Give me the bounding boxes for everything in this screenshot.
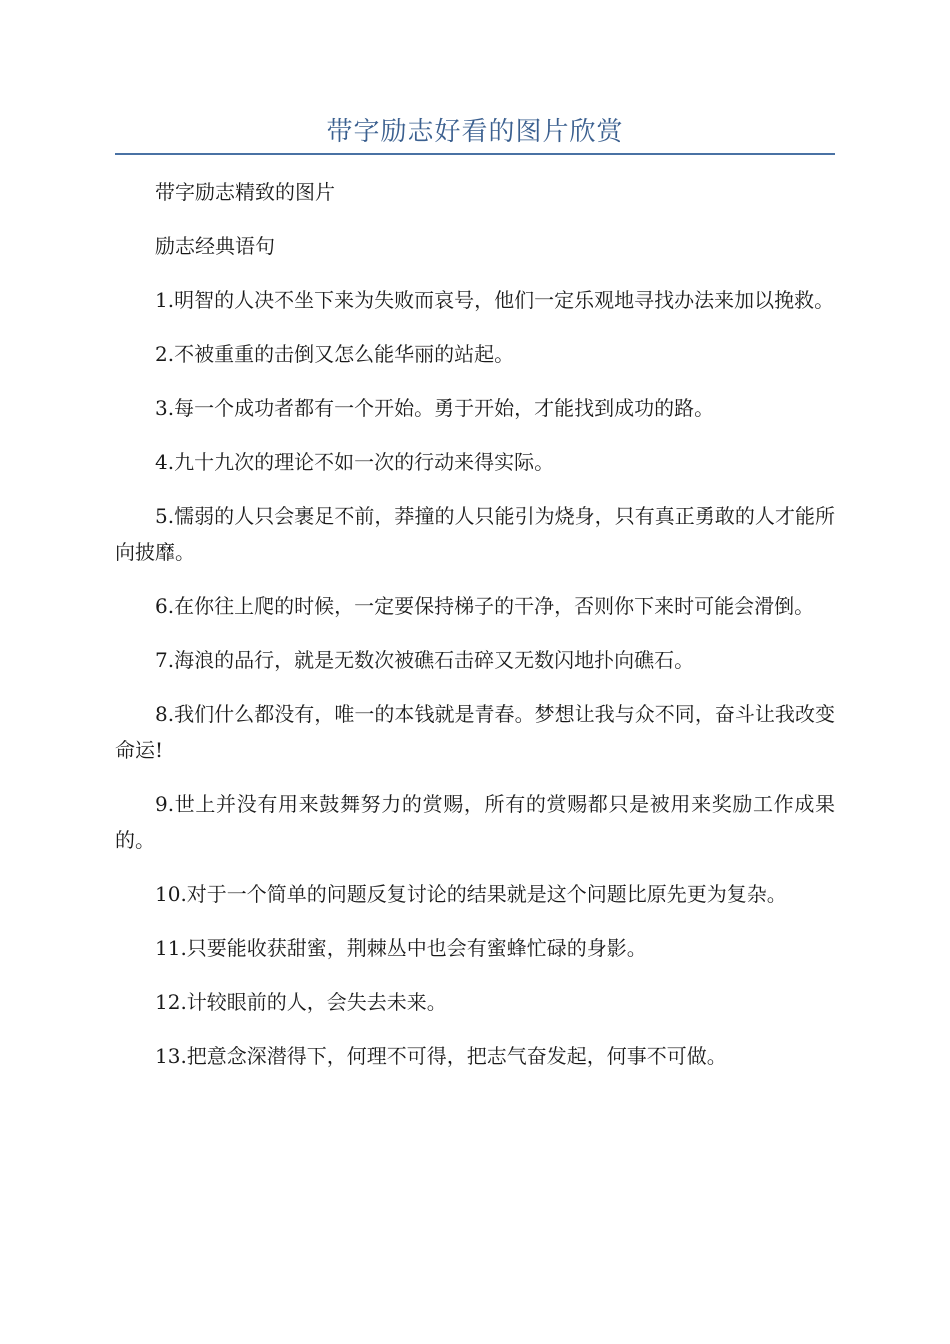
- quote-item: 11.只要能收获甜蜜，荆棘丛中也会有蜜蜂忙碌的身影。: [155, 936, 647, 960]
- paragraph-subtitle-1: 带字励志精致的图片: [155, 180, 335, 204]
- document-title: 带字励志好看的图片欣赏: [326, 117, 624, 147]
- quote-item: 12.计较眼前的人，会失去未来。: [155, 990, 447, 1014]
- quote-item: 13.把意念深潜得下，何理不可得，把志气奋发起，何事不可做。: [155, 1044, 727, 1068]
- quote-item: 2.不被重重的击倒又怎么能华丽的站起。: [155, 342, 515, 366]
- quote-item: 6.在你往上爬的时候，一定要保持梯子的干净，否则你下来时可能会滑倒。: [155, 594, 815, 618]
- paragraph-subtitle-2: 励志经典语句: [155, 234, 275, 258]
- document-body: [115, 174, 835, 1092]
- quote-item: 10.对于一个简单的问题反复讨论的结果就是这个问题比原先更为复杂。: [155, 882, 787, 906]
- quote-item: 4.九十九次的理论不如一次的行动来得实际。: [155, 450, 555, 474]
- quote-item: 3.每一个成功者都有一个开始。勇于开始，才能找到成功的路。: [155, 396, 715, 420]
- quote-item: 7.海浪的品行，就是无数次被礁石击碎又无数闪地扑向礁石。: [155, 648, 695, 672]
- quote-item: 9.世上并没有用来鼓舞努力的赏赐，所有的赏赐都只是被用来奖励工作成果的。: [115, 792, 835, 852]
- quote-item: 5.懦弱的人只会裹足不前，莽撞的人只能引为烧身，只有真正勇敢的人才能所向披靡。: [115, 504, 835, 564]
- quote-item: 1.明智的人决不坐下来为失败而哀号，他们一定乐观地寻找办法来加以挽救。: [155, 288, 835, 312]
- title-underline: [115, 153, 835, 155]
- quote-item: 8.我们什么都没有，唯一的本钱就是青春。梦想让我与众不同，奋斗让我改变命运!: [115, 702, 835, 762]
